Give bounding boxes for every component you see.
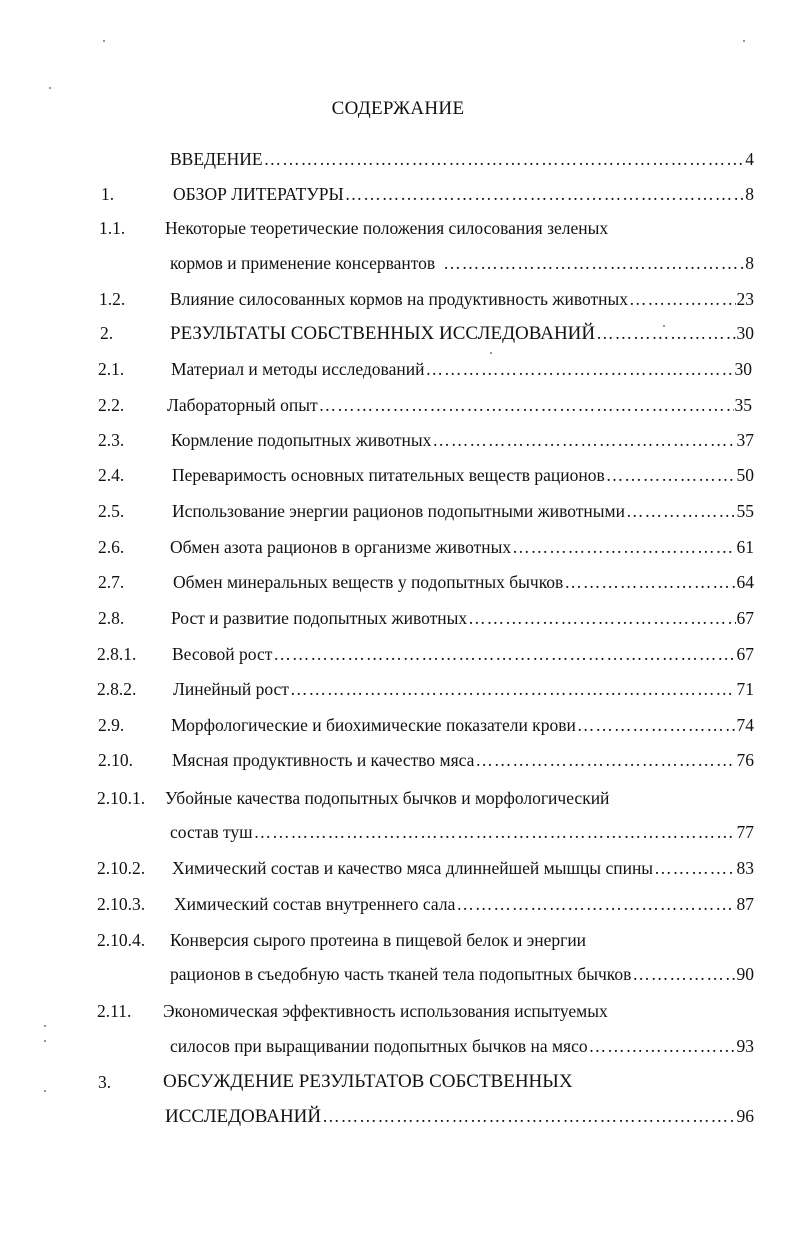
toc-entry-2-10-4-line1[interactable]	[0, 928, 796, 952]
leader-dots	[322, 1104, 735, 1128]
toc-entry-text: Использование энергии рационов подопытными животными	[172, 501, 625, 521]
toc-page-number: 50	[736, 465, 754, 485]
toc-entry-1-1-line1[interactable]	[0, 216, 796, 240]
toc-page-number: 83	[736, 858, 754, 878]
leader-dots	[475, 748, 735, 772]
toc-section-number: 2.3.	[98, 430, 125, 450]
toc-page-number: 71	[736, 679, 754, 699]
toc-section-number: 2.10.	[98, 750, 133, 770]
toc-section-number: 2.10.4.	[97, 930, 146, 950]
toc-entry-2-7[interactable]	[0, 570, 796, 594]
scan-speck	[44, 1040, 46, 1042]
scan-speck	[490, 352, 492, 354]
toc-entry-text: Лабораторный опыт	[167, 395, 318, 415]
toc-entry-2-10-3[interactable]	[0, 892, 796, 916]
toc-section-number: 2.5.	[98, 501, 125, 521]
toc-section-number: 2.1.	[98, 359, 125, 379]
toc-page-number: 77	[736, 822, 754, 842]
toc-page-number: 23	[736, 289, 754, 309]
toc-entry-text: рационов в съедобную часть тканей тела подопытных бычков	[170, 964, 632, 984]
toc-entry-2-8-2[interactable]	[0, 677, 796, 701]
toc-entry-text: Переваримость основных питательных веществ рационов	[172, 465, 605, 485]
toc-entry-text: Кормление подопытных животных	[171, 430, 432, 450]
toc-section-number: 3.	[98, 1072, 112, 1092]
toc-entry-1-2[interactable]	[0, 287, 796, 311]
toc-entry-text: Обмен минеральных веществ у подопытных бычков	[173, 572, 564, 592]
scan-speck	[103, 40, 105, 42]
toc-entry-text: Линейный рост	[173, 679, 289, 699]
toc-page-number: 61	[736, 537, 754, 557]
toc-section-number: 2.10.2.	[97, 858, 146, 878]
toc-section-number: 2.4.	[98, 465, 125, 485]
toc-entry-text: силосов при выращивании подопытных бычков на мясо	[170, 1036, 588, 1056]
toc-section-number: 2.11.	[97, 1001, 132, 1021]
toc-entry-2-9[interactable]	[0, 713, 796, 737]
toc-page-number: 8	[745, 253, 754, 273]
toc-entry-text: ИССЛЕДОВАНИЙ	[165, 1106, 322, 1127]
toc-entry-2-8-1[interactable]	[0, 642, 796, 666]
toc-section-number: 2.8.1.	[97, 644, 137, 664]
scan-speck	[44, 1090, 46, 1092]
toc-entry-text: ВВЕДЕНИЕ	[170, 149, 263, 169]
toc-entry-text-line1: Экономическая эффективность использования испытуемых	[163, 1001, 608, 1021]
toc-entry-text: Мясная продуктивность и качество мяса	[172, 750, 475, 770]
toc-entry-text: ОБЗОР ЛИТЕРАТУРЫ	[173, 184, 344, 204]
scan-speck	[49, 87, 51, 89]
scan-speck	[663, 325, 665, 327]
leader-dots	[425, 357, 733, 381]
toc-entry-text: Химический состав и качество мяса длиннейшей мышцы спины	[172, 858, 654, 878]
toc-page-number: 8	[745, 184, 754, 204]
toc-entry-2-10-4-line2[interactable]	[0, 962, 796, 986]
toc-page-number: 74	[736, 715, 754, 735]
leader-dots	[264, 147, 745, 171]
scan-speck	[44, 1025, 46, 1027]
toc-page-number: 4	[745, 149, 754, 169]
toc-section-number: 1.2.	[99, 289, 126, 309]
leader-dots	[254, 820, 736, 844]
toc-page-number: 30	[734, 359, 752, 379]
toc-page-number: 87	[736, 894, 754, 914]
leader-dots	[432, 428, 735, 452]
leader-dots	[589, 1034, 736, 1058]
toc-entry-2-10[interactable]	[0, 748, 796, 772]
leader-dots	[596, 321, 735, 345]
toc-entry-2-1[interactable]	[0, 357, 796, 381]
toc-page-number: 35	[734, 395, 752, 415]
toc-entry-3-line2[interactable]	[0, 1104, 796, 1128]
toc-page-number: 64	[736, 572, 754, 592]
leader-dots	[564, 570, 735, 594]
toc-section-number: 2.6.	[98, 537, 125, 557]
toc-entry-text-line1: Конверсия сырого протеина в пищевой белок и энергии	[170, 930, 587, 950]
toc-section-number: 2.2.	[98, 395, 125, 415]
page-title: СОДЕРЖАНИЕ	[331, 98, 465, 119]
toc-entry-2-10-1-line1[interactable]	[0, 786, 796, 810]
toc-entry-text: Материал и методы исследований	[171, 359, 425, 379]
leader-dots	[606, 463, 736, 487]
toc-entry-text: Химический состав внутреннего сала	[174, 894, 456, 914]
leader-dots	[626, 499, 736, 523]
toc-entry-3-line1[interactable]	[0, 1070, 796, 1094]
toc-section-number: 2.8.	[98, 608, 125, 628]
toc-page-number: 90	[736, 964, 754, 984]
toc-entry-2-5[interactable]	[0, 499, 796, 523]
toc-entry-2-4[interactable]	[0, 463, 796, 487]
leader-dots	[456, 892, 735, 916]
leader-dots	[654, 856, 735, 880]
toc-entry-text: Обмен азота рационов в организме животных	[170, 537, 512, 557]
toc-section-number: 2.9.	[98, 715, 125, 735]
toc-entry-2[interactable]	[0, 321, 796, 345]
toc-entry-2-8[interactable]	[0, 606, 796, 630]
toc-entry-text-line1: Убойные качества подопытных бычков и морфологический	[165, 788, 610, 808]
toc-section-number: 2.10.1.	[97, 788, 146, 808]
toc-entry-text: Морфологические и биохимические показатели крови	[171, 715, 576, 735]
toc-entry-2-10-2[interactable]	[0, 856, 796, 880]
leader-dots	[319, 393, 734, 417]
leader-dots	[468, 606, 735, 630]
leader-dots	[443, 251, 744, 275]
toc-page-number: 67	[736, 608, 754, 628]
toc-section-number: 2.8.2.	[97, 679, 137, 699]
toc-section-number: 2.10.3.	[97, 894, 146, 914]
toc-entry-2-10-1-line2[interactable]	[0, 820, 796, 844]
leader-dots	[345, 182, 744, 206]
toc-entry-2-3[interactable]	[0, 428, 796, 452]
toc-entry-text: Рост и развитие подопытных животных	[171, 608, 468, 628]
toc-page-number: 93	[736, 1036, 754, 1056]
toc-page-number: 55	[736, 501, 754, 521]
toc-section-number: 2.	[100, 323, 114, 343]
toc-entry-text: РЕЗУЛЬТАТЫ СОБСТВЕННЫХ ИССЛЕДОВАНИЙ	[170, 323, 596, 344]
toc-page-number: 96	[736, 1106, 754, 1126]
toc-entry-text-line1: Некоторые теоретические положения силосования зеленых	[165, 218, 609, 238]
toc-section-number: 1.	[101, 184, 115, 204]
leader-dots	[512, 535, 735, 559]
toc-entry-text: Влияние силосованных кормов на продуктивность животных	[170, 289, 629, 309]
toc-page-number: 37	[736, 430, 754, 450]
toc-page-number: 67	[736, 644, 754, 664]
leader-dots	[273, 642, 735, 666]
toc-entry-1[interactable]	[0, 182, 796, 206]
toc-entry-1-1-line2[interactable]	[0, 251, 796, 275]
leader-dots	[629, 287, 735, 311]
toc-entry-2-11-line2[interactable]	[0, 1034, 796, 1058]
toc-entry-2-2[interactable]	[0, 393, 796, 417]
leader-dots	[290, 677, 736, 701]
toc-entry-text: кормов и применение консервантов	[170, 253, 436, 273]
toc-entry-2-11-line1[interactable]	[0, 999, 796, 1023]
toc-entry-text: Весовой рост	[172, 644, 273, 664]
toc-entry-text: состав туш	[170, 822, 253, 842]
leader-dots	[577, 713, 736, 737]
toc-entry-2-6[interactable]	[0, 535, 796, 559]
toc-section-number: 1.1.	[99, 218, 126, 238]
scan-speck	[743, 40, 745, 42]
toc-page-number: 76	[736, 750, 754, 770]
toc-section-number: 2.7.	[98, 572, 125, 592]
toc-entry-introduction[interactable]	[0, 147, 796, 171]
leader-dots	[632, 962, 735, 986]
toc-entry-text-line1: ОБСУЖДЕНИЕ РЕЗУЛЬТАТОВ СОБСТВЕННЫХ	[163, 1071, 573, 1092]
toc-page-number: 30	[736, 323, 754, 343]
